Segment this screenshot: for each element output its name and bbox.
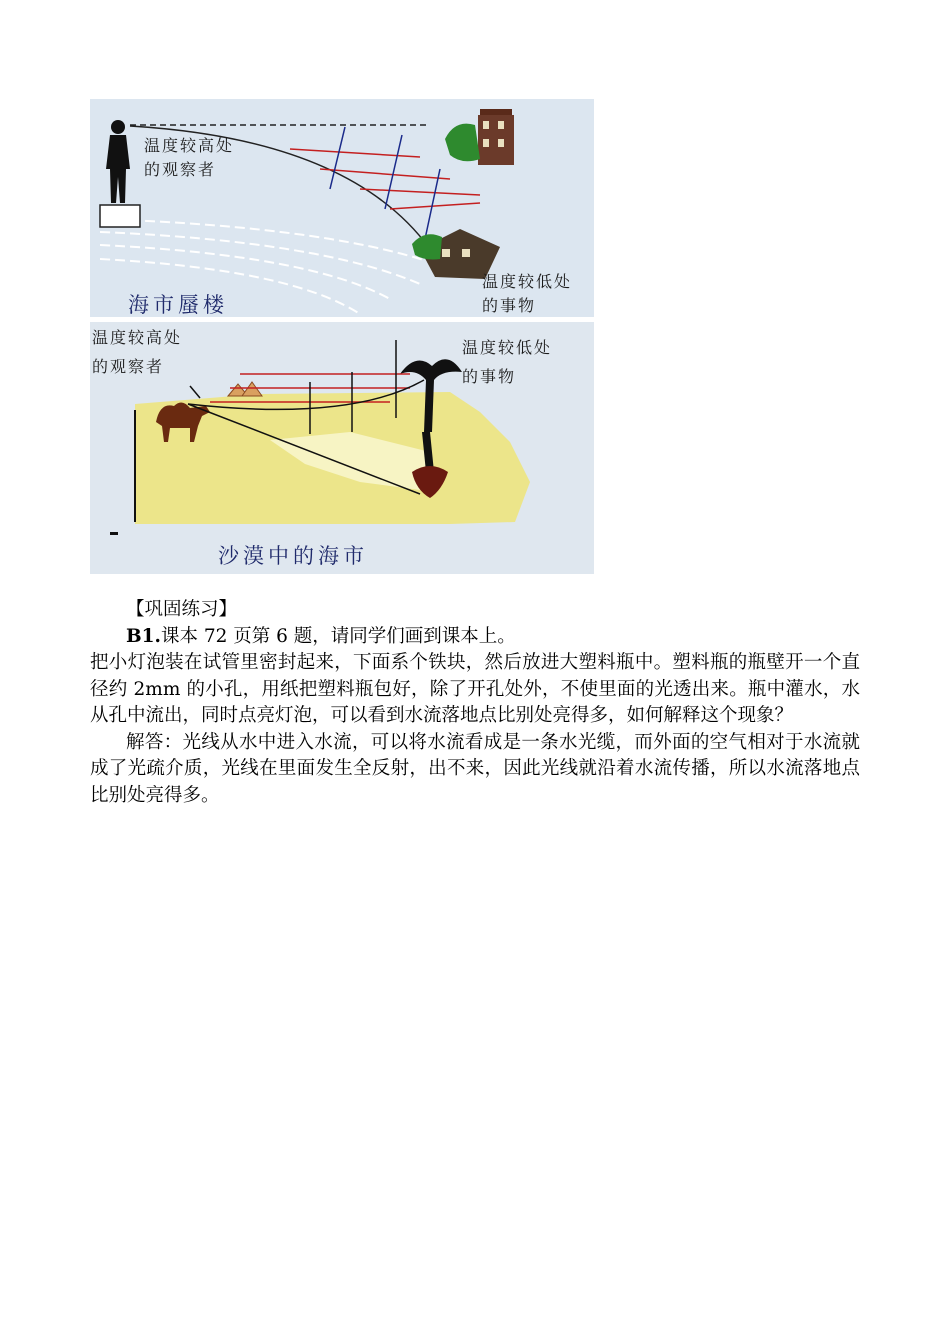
fig1-observer-label-line1: 温度较高处 xyxy=(144,136,235,155)
sea-mirage-figure xyxy=(90,99,594,317)
problem-paragraph: 把小灯泡装在试管里密封起来，下面系个铁块，然后放进大塑料瓶中。塑料瓶的瓶壁开一个直径约 2mm 的小孔，用纸把塑料瓶包好，除了开孔处外，不使里面的光透出来。瓶中灌水，水从孔中流出，同时点亮灯泡，可以看到水流落地点比别处亮得多，如何解释这个现象？ xyxy=(90,652,860,726)
pyramids xyxy=(228,382,262,396)
fig1-observer-label-line2: 的观察者 xyxy=(144,160,217,179)
exercise-line xyxy=(90,624,860,651)
fig2-object-label-line2: 的事物 xyxy=(462,367,517,386)
observer-figure xyxy=(100,120,140,227)
desert-mirage-figure xyxy=(90,322,594,574)
fig2-object-label-line1: 温度较低处 xyxy=(462,338,553,357)
fig1-title: 海市蜃楼 xyxy=(128,293,228,317)
fig2-observer-label-line2: 的观察者 xyxy=(92,357,165,376)
fig1-object-label-line2: 的事物 xyxy=(482,296,537,315)
answer-paragraph: 解答：光线从水中进入水流，可以将水流看成是一条水光缆，而外面的空气相对于水流就成了光疏介质，光线在里面发生全反射，出不来，因此光线就沿着水流传播，所以水流落地点比别处亮得多。 xyxy=(90,731,860,806)
normal-lines xyxy=(330,127,440,239)
exercise-label: B1. xyxy=(126,625,161,647)
exercise-text: 课本 72 页第 6 题，请同学们画到课本上。 xyxy=(160,625,516,647)
fig2-title: 沙漠中的海市 xyxy=(218,544,368,568)
fig2-observer-label-line1: 温度较高处 xyxy=(92,328,183,347)
exercise-section xyxy=(90,597,860,809)
air-layers xyxy=(290,149,480,209)
section-heading: 【巩固练习】 xyxy=(126,599,238,620)
fig1-object-label-line1: 温度较低处 xyxy=(482,272,573,291)
mirage-building xyxy=(445,109,514,165)
